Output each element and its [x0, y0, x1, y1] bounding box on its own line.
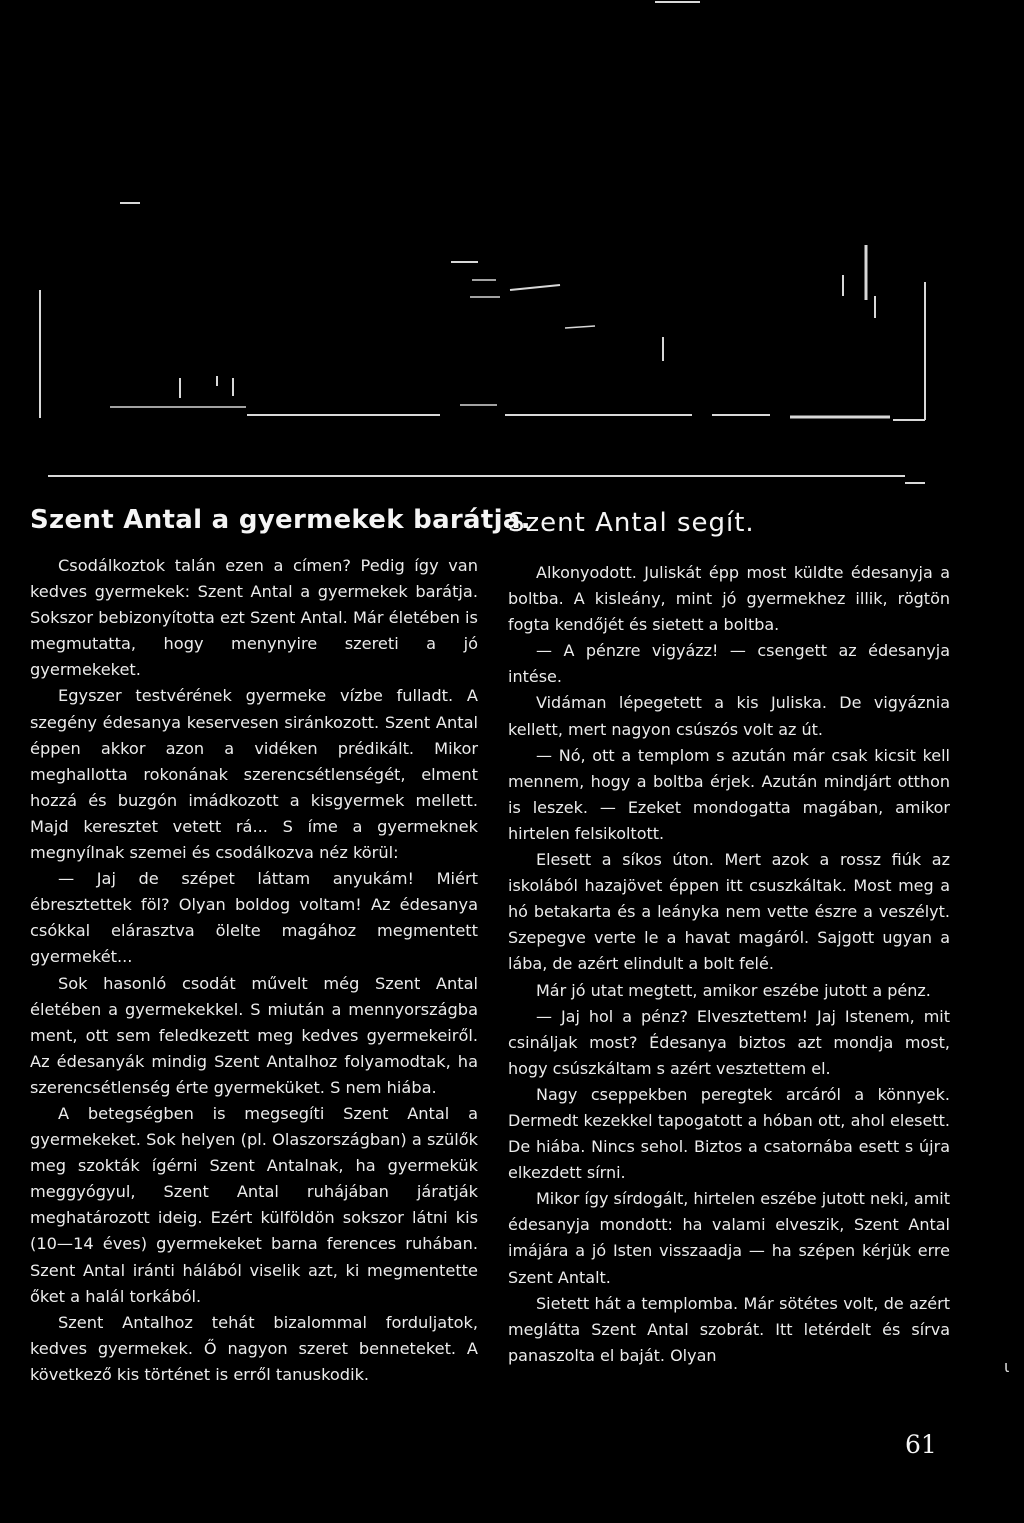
- paragraph: Egyszer testvérének gyermeke vízbe fulladt. A szegény édesanya keservesen siránkozott. Szent Antal éppen akkor azon a vidéken prédikált. Mikor meghallotta rokonának szerencsétlenségét, elment hozzá és buzgón imádkozott a kisgyermek mellett. Majd keresztet vetett rá... S íme a gyermeknek megnyílnak szemei és csodálkozva néz körül:: [30, 686, 478, 863]
- right-article: [508, 508, 950, 1369]
- paragraph: Sok hasonló csodát művelt még Szent Antal életében a gyermekekkel. S miután a mennyországba ment, ott sem feledkezett meg kedves gyermekeiről. Az édesanyák mindig Szent Antalhoz folyamodtak, ha szerencsétlenség érte gyermeküket. S nem hiába.: [30, 973, 478, 1097]
- paragraph: Csodálkoztok talán ezen a címen? Pedig így van kedves gyermekek: Szent Antal a gyermekek barátja. Sokszor bebizonyította ezt Szent Antal. Már életében is megmutatta, hogy menynyire szereti a jó gyermekeket.: [30, 556, 478, 680]
- left-article: [30, 505, 531, 1388]
- paragraph: Elesett a síkos úton. Mert azok a rossz fiúk az iskolából hazajövet éppen itt csuszkáltak. Most meg a hó betakarta és a leányka nem vette észre a veszélyt. Szepegve verte le a havat magáról. Sajgott ugyan a lába, de azért elindult a bolt felé.: [508, 850, 950, 974]
- paragraph: — Jaj hol a pénz? Elvesztettem! Jaj Istenem, mit csináljak most? Édesanya biztos azt mondja most, hogy csúszkáltam s azért vesztettem el.: [508, 1006, 950, 1078]
- paragraph: A betegségben is megsegíti Szent Antal a gyermekeket. Sok helyen (pl. Olaszországban) a szülők meg szokták ígérni Szent Antalnak, ha gyermekük meggyógyul, Szent Antal ruhájában járatják meghatározott ideig. Ezért külföldön sokszor látni kis (10—14 éves) gyermekeket barna ferences ruhában. Szent Antal iránti hálából viselik azt, ki megmentette őket a halál torkából.: [30, 1103, 478, 1306]
- paragraph: — Jaj de szépet láttam anyukám! Miért ébresztettek föl? Olyan boldog voltam! Az édesanya csókkal elárasztva ölelte magához megmentett gyermekét...: [30, 869, 478, 967]
- page-number: 61: [905, 1430, 937, 1459]
- paragraph: Alkonyodott. Juliskát épp most küldte édesanyja a boltba. A kisleány, mint jó gyermekhez illik, rögtön fogta kendőjét és sietett a boltba.: [508, 563, 950, 635]
- paragraph: Szent Antalhoz tehát bizalommal forduljatok, kedves gyermekek. Ő nagyon szeret benneteket. A következő kis történet is erről tanuskodik.: [30, 1312, 478, 1384]
- print-speck: ι: [1004, 1357, 1010, 1376]
- paragraph: — Nó, ott a templom s azután már csak kicsit kell mennem, hogy a boltba érjek. Azután mindjárt otthon is leszek. — Ezeket mondogatta magában, amikor hirtelen felsikoltott.: [508, 745, 950, 843]
- article-title: Szent Antal a gyermekek barátja.: [30, 505, 531, 535]
- article-title: Szent Antal segít.: [508, 508, 755, 538]
- paragraph: Nagy cseppekben peregtek arcáról a könnyek. Dermedt kezekkel tapogatott a hóban ott, ahol elesett. De hiába. Nincs sehol. Biztos a csatornába esett s újra elkezdett sírni.: [508, 1084, 950, 1183]
- paragraph: Vidáman lépegetett a kis Juliska. De vigyáznia kellett, mert nagyon csúszós volt az út.: [508, 693, 950, 739]
- paragraph: Már jó utat megtett, amikor eszébe jutott a pénz.: [536, 980, 931, 1000]
- paragraph: — A pénzre vigyázz! — csengett az édesanyja intése.: [508, 641, 950, 687]
- header-illustration: [0, 0, 1024, 500]
- paragraph: Sietett hát a templomba. Már sötétes volt, de azért meglátta Szent Antal szobrát. Itt letérdelt és sírva panaszolta el baját. Olyan: [508, 1293, 950, 1365]
- paragraph: Mikor így sírdogált, hirtelen eszébe jutott neki, amit édesanyja mondott: ha valami elveszik, Szent Antal imájára a jó Isten visszaadja — ha szépen kérjük erre Szent Antalt.: [508, 1189, 950, 1287]
